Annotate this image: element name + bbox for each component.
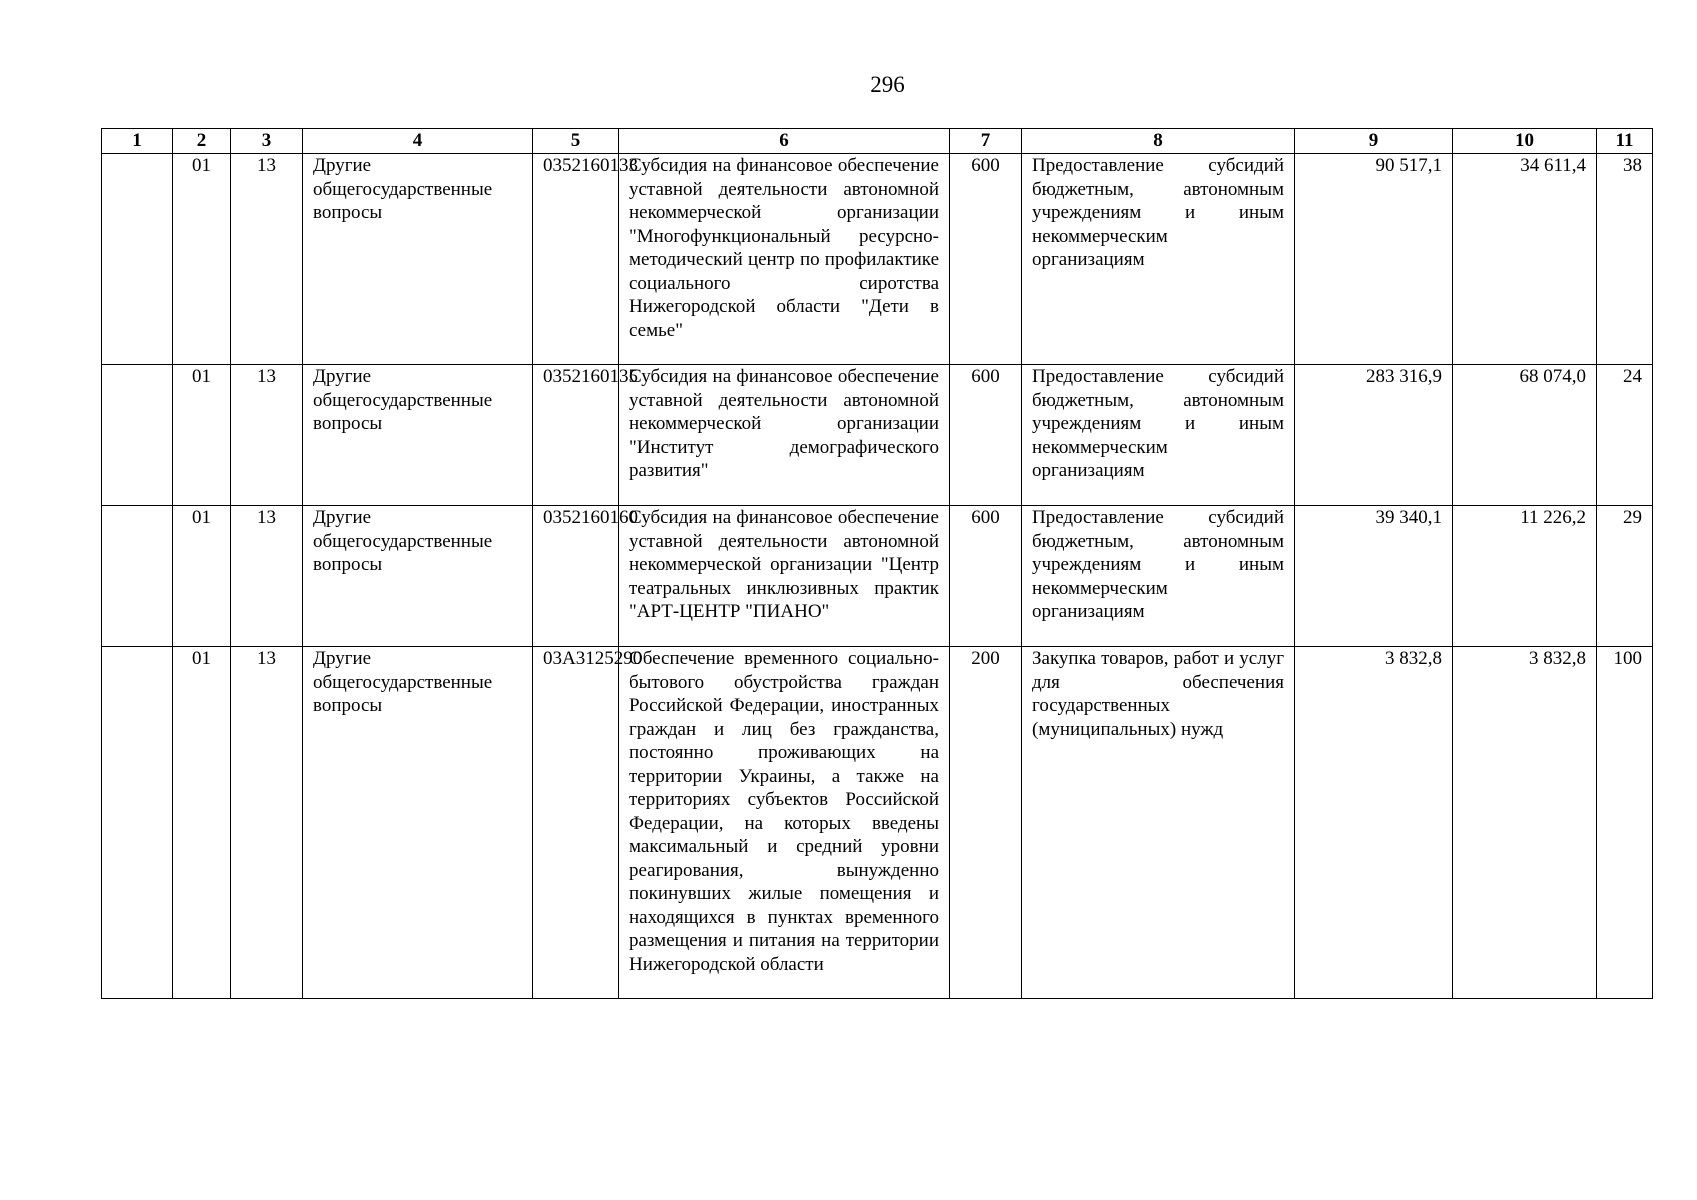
- column-header-9: 9: [1295, 129, 1453, 154]
- section-code-cell: 01: [173, 506, 231, 647]
- expense-type-name-cell: Предоставление субсидий бюджетным, автономным учреждениям и иным некоммерческим организациям: [1022, 365, 1295, 506]
- target-article-name-cell: Обеспечение временного социально-бытового обустройства граждан Российской Федерации, иностранных граждан и лиц без гражданства, постоянно проживающих на территории Украины, а также на территориях субъектов Российской Федерации, на которых введены максимальный и средний уровни реагирования, вынужденно покинувших жилые помещения и находящихся в пунктах временного размещения и питания на территории Нижегородской области: [619, 647, 950, 999]
- budget-table: [101, 128, 1653, 999]
- column-header-4: 4: [303, 129, 533, 154]
- column-header-10: 10: [1453, 129, 1597, 154]
- column-header-6: 6: [619, 129, 950, 154]
- target-article-cell: 03А3125290: [533, 647, 619, 999]
- expense-type-code-cell: 600: [950, 154, 1022, 365]
- target-article-name-cell: Субсидия на финансовое обеспечение уставной деятельности автономной некоммерческой организации "Многофункциональный ресурсно-методический центр по профилактике социального сиротства Нижегородской области "Дети в семье": [619, 154, 950, 365]
- executed-amount-cell: 68 074,0: [1453, 365, 1597, 506]
- column-header-11: 11: [1597, 129, 1653, 154]
- target-article-cell: 0352160135: [533, 365, 619, 506]
- target-article-name-cell: Субсидия на финансовое обеспечение уставной деятельности автономной некоммерческой организации "Центр театральных инклюзивных практик "АРТ-ЦЕНТР "ПИАНО": [619, 506, 950, 647]
- expense-type-name-cell: Закупка товаров, работ и услуг для обеспечения государственных (муниципальных) нужд: [1022, 647, 1295, 999]
- percent-cell: 100: [1597, 647, 1653, 999]
- column-header-3: 3: [231, 129, 303, 154]
- table-row: [102, 647, 1653, 999]
- expense-type-code-cell: 200: [950, 647, 1022, 999]
- percent-cell: 29: [1597, 506, 1653, 647]
- subsection-code-cell: 13: [231, 154, 303, 365]
- page-number: 296: [870, 72, 905, 97]
- target-article-cell: 0352160160: [533, 506, 619, 647]
- percent-cell: 38: [1597, 154, 1653, 365]
- subsection-code-cell: 13: [231, 506, 303, 647]
- executed-amount-cell: 11 226,2: [1453, 506, 1597, 647]
- subsection-code-cell: 13: [231, 365, 303, 506]
- executed-amount-cell: 3 832,8: [1453, 647, 1597, 999]
- amount-cell: 3 832,8: [1295, 647, 1453, 999]
- expense-type-name-cell: Предоставление субсидий бюджетным, автономным учреждениям и иным некоммерческим организациям: [1022, 154, 1295, 365]
- subsection-code-cell: 13: [231, 647, 303, 999]
- amount-cell: 90 517,1: [1295, 154, 1453, 365]
- section-name-cell: Другие общегосударственные вопросы: [303, 154, 533, 365]
- column-header-7: 7: [950, 129, 1022, 154]
- column-header-8: 8: [1022, 129, 1295, 154]
- section-name-cell: Другие общегосударственные вопросы: [303, 365, 533, 506]
- target-article-name-cell: Субсидия на финансовое обеспечение уставной деятельности автономной некоммерческой организации "Институт демографического развития": [619, 365, 950, 506]
- executed-amount-cell: 34 611,4: [1453, 154, 1597, 365]
- row-number-cell: [102, 506, 173, 647]
- column-header-2: 2: [173, 129, 231, 154]
- column-header-1: 1: [102, 129, 173, 154]
- section-name-cell: Другие общегосударственные вопросы: [303, 647, 533, 999]
- section-code-cell: 01: [173, 647, 231, 999]
- table-row: [102, 506, 1653, 647]
- table-row: [102, 365, 1653, 506]
- expense-type-name-cell: Предоставление субсидий бюджетным, автономным учреждениям и иным некоммерческим организациям: [1022, 506, 1295, 647]
- section-code-cell: 01: [173, 154, 231, 365]
- table-row: [102, 154, 1653, 365]
- header-row: [102, 129, 1653, 154]
- amount-cell: 283 316,9: [1295, 365, 1453, 506]
- expense-type-code-cell: 600: [950, 365, 1022, 506]
- section-name-cell: Другие общегосударственные вопросы: [303, 506, 533, 647]
- column-header-5: 5: [533, 129, 619, 154]
- section-code-cell: 01: [173, 365, 231, 506]
- row-number-cell: [102, 365, 173, 506]
- expense-type-code-cell: 600: [950, 506, 1022, 647]
- amount-cell: 39 340,1: [1295, 506, 1453, 647]
- row-number-cell: [102, 154, 173, 365]
- target-article-cell: 0352160133: [533, 154, 619, 365]
- row-number-cell: [102, 647, 173, 999]
- percent-cell: 24: [1597, 365, 1653, 506]
